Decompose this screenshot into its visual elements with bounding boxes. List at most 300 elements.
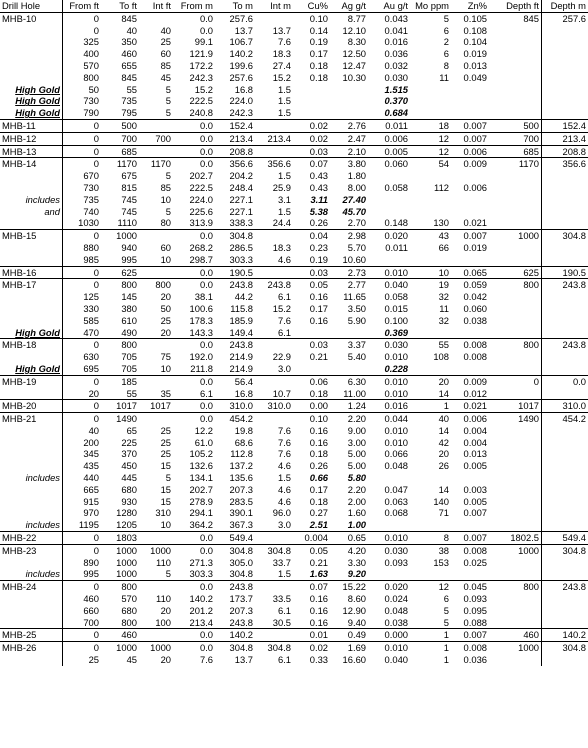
cell-cu-pct: 0.23 (309, 241, 328, 253)
cell-int-m: 10.7 (272, 387, 291, 399)
cell-mo-ppm (410, 568, 451, 580)
cell-from-ft: 585 (63, 315, 102, 327)
cell-drill-hole (0, 351, 63, 363)
cell-au-gt (368, 519, 410, 531)
hole-summary-row (0, 230, 588, 242)
cell-to-ft: 940 (121, 241, 137, 253)
cell-cu-pct: 0.16 (309, 436, 328, 448)
cell-depth-m (542, 448, 588, 460)
cell-from-m: 105.2 (189, 448, 213, 460)
cell-int-m: 33.7 (272, 556, 291, 568)
cell-to-ft: 795 (121, 107, 137, 119)
cell-mo-ppm: 2 (443, 36, 449, 48)
cell-int-m: 4.6 (277, 253, 291, 265)
cell-from-m: 364.2 (189, 519, 213, 531)
cell-mo-ppm: 14 (438, 424, 449, 436)
cell-from-m: 0.0 (173, 642, 215, 654)
cell-mo-ppm: 19 (410, 279, 451, 291)
cell-au-gt: 0.011 (368, 119, 410, 132)
cell-ag-gt: 8.77 (330, 12, 368, 24)
cell-int-m: 4.6 (277, 495, 291, 507)
cell-drill-hole (0, 460, 63, 472)
cell-depth-m: 304.8 (542, 544, 588, 556)
cell-cu-pct: 0.02 (293, 642, 330, 654)
cell-int-m (255, 532, 293, 545)
cell-depth-m (542, 315, 588, 327)
cell-cu-pct: 0.43 (309, 181, 328, 193)
includes-row (0, 194, 588, 206)
cell-depth-ft (489, 519, 542, 531)
cell-depth-m (542, 327, 588, 339)
cell-depth-ft (489, 36, 542, 48)
cell-depth-ft (489, 484, 542, 496)
cell-to-m: 190.5 (215, 266, 255, 279)
cell-depth-m (542, 206, 588, 218)
interval-row (0, 217, 588, 229)
cell-to-m: 208.8 (215, 145, 255, 158)
cell-depth-ft (489, 425, 542, 437)
cell-depth-m: 243.8 (542, 581, 588, 593)
cell-int-ft: 80 (160, 217, 171, 229)
cell-to-m: 204.2 (229, 170, 253, 182)
cell-au-gt: 0.068 (384, 507, 408, 519)
cell-zn-pct: 0.004 (463, 424, 487, 436)
cell-to-ft: 745 (121, 193, 137, 205)
cell-to-ft: 350 (121, 36, 137, 48)
cell-cu-pct: 0.19 (309, 36, 328, 48)
cell-drill-hole: includes (25, 472, 60, 484)
cell-from-ft: 125 (63, 291, 102, 303)
cell-cu-pct: 0.16 (309, 291, 328, 303)
high-gold-row (0, 95, 588, 107)
cell-int-ft: 800 (139, 279, 173, 291)
cell-mo-ppm: 32 (438, 314, 449, 326)
interval-row (0, 291, 588, 303)
cell-au-gt: 0.010 (368, 532, 410, 545)
cell-drill-hole: MHB-10 (0, 12, 63, 24)
cell-ag-gt: 1.80 (347, 170, 366, 182)
cell-from-ft: 0 (63, 12, 102, 24)
cell-mo-ppm: 55 (410, 339, 451, 351)
cell-to-ft: 500 (101, 119, 139, 132)
cell-to-m: 207.3 (229, 604, 253, 616)
cell-zn-pct: 0.003 (463, 483, 487, 495)
cell-from-ft: 440 (63, 472, 102, 484)
cell-drill-hole (0, 254, 63, 266)
cell-zn-pct: 0.009 (451, 158, 489, 170)
interval-row (0, 605, 588, 617)
cell-ag-gt: 3.37 (330, 339, 368, 351)
cell-zn-pct: 0.008 (451, 339, 489, 351)
cell-int-ft (139, 413, 173, 425)
cell-from-ft: 0 (63, 629, 102, 642)
cell-cu-pct (293, 107, 330, 119)
cell-int-m: 310.0 (255, 400, 293, 413)
cell-au-gt: 0.010 (384, 351, 408, 363)
cell-int-ft: 5 (165, 83, 171, 95)
cell-int-ft: 85 (160, 59, 171, 71)
cell-depth-ft (489, 568, 542, 580)
cell-to-ft: 845 (121, 71, 137, 83)
cell-cu-pct (293, 327, 330, 339)
cell-depth-ft: 625 (489, 266, 542, 279)
hole-summary-row (0, 119, 588, 132)
cell-mo-ppm: 1 (410, 642, 451, 654)
cell-int-m (255, 581, 293, 593)
cell-depth-m (542, 472, 588, 484)
cell-zn-pct: 0.042 (463, 291, 487, 303)
cell-int-m: 1.5 (277, 83, 291, 95)
cell-depth-m (542, 605, 588, 617)
cell-from-ft: 630 (63, 351, 102, 363)
cell-au-gt: 0.005 (368, 145, 410, 158)
cell-int-ft: 1000 (139, 642, 173, 654)
interval-row (0, 425, 588, 437)
cell-zn-pct: 0.025 (463, 556, 487, 568)
cell-au-gt: 0.041 (384, 24, 408, 36)
cell-int-m: 24.4 (272, 217, 291, 229)
cell-au-gt: 0.100 (384, 314, 408, 326)
cell-from-ft: 700 (63, 617, 102, 629)
cell-to-ft: 705 (121, 362, 137, 374)
cell-from-ft: 995 (63, 568, 102, 580)
cell-int-m: 1.5 (277, 95, 291, 107)
cell-depth-ft (489, 48, 542, 60)
cell-cu-pct: 0.03 (293, 266, 330, 279)
cell-mo-ppm: 40 (410, 413, 451, 425)
cell-from-m: 15.2 (194, 83, 213, 95)
cell-ag-gt: 11.65 (343, 291, 366, 303)
cell-to-ft: 65 (126, 424, 137, 436)
cell-depth-ft: 1017 (489, 400, 542, 413)
cell-from-ft: 0 (63, 230, 102, 242)
cell-drill-hole: MHB-25 (0, 629, 63, 642)
cell-depth-ft (489, 84, 542, 96)
cell-to-m: 257.6 (229, 71, 253, 83)
cell-mo-ppm (410, 170, 451, 182)
cell-cu-pct: 0.10 (293, 12, 330, 24)
cell-depth-m (542, 507, 588, 519)
cell-cu-pct: 0.18 (309, 495, 328, 507)
cell-cu-pct: 0.07 (293, 581, 330, 593)
cell-ag-gt: 2.77 (330, 279, 368, 291)
cell-to-ft: 370 (121, 448, 137, 460)
cell-from-ft: 0 (63, 642, 102, 654)
cell-au-gt: 0.030 (368, 544, 410, 556)
cell-from-ft: 0 (63, 132, 102, 145)
cell-zn-pct (451, 194, 489, 206)
cell-depth-ft (489, 254, 542, 266)
cell-from-ft: 0 (63, 339, 102, 351)
cell-ag-gt: 8.00 (347, 181, 366, 193)
cell-drill-hole: MHB-21 (0, 413, 63, 425)
cell-int-m: 6.1 (277, 326, 291, 338)
cell-from-m: 271.3 (189, 556, 213, 568)
cell-ag-gt: 1.24 (330, 400, 368, 413)
cell-cu-pct (293, 84, 330, 96)
cell-ag-gt: 3.50 (347, 302, 366, 314)
cell-mo-ppm: 18 (410, 119, 451, 132)
cell-au-gt: 0.047 (384, 483, 408, 495)
cell-drill-hole (0, 170, 63, 182)
cell-int-m: 356.6 (255, 158, 293, 170)
cell-mo-ppm: 12 (410, 132, 451, 145)
cell-au-gt: 0.010 (368, 266, 410, 279)
cell-depth-ft: 700 (489, 132, 542, 145)
cell-depth-ft (489, 194, 542, 206)
cell-depth-m (542, 170, 588, 182)
cell-int-ft: 85 (160, 181, 171, 193)
cell-int-m: 27.4 (272, 59, 291, 71)
cell-drill-hole (0, 315, 63, 327)
cell-depth-ft: 460 (489, 629, 542, 642)
cell-int-ft: 1000 (139, 544, 173, 556)
cell-to-m: 243.8 (215, 581, 255, 593)
cell-cu-pct: 0.18 (309, 71, 328, 83)
table-body (0, 12, 588, 666)
cell-to-ft: 675 (121, 170, 137, 182)
cell-mo-ppm: 66 (438, 241, 449, 253)
cell-depth-m (542, 182, 588, 194)
cell-ag-gt: 2.73 (330, 266, 368, 279)
cell-int-m: 1.5 (277, 205, 291, 217)
cell-cu-pct: 0.18 (309, 59, 328, 71)
cell-ag-gt (330, 95, 368, 107)
cell-au-gt: 0.016 (384, 36, 408, 48)
col-header-drill-hole: Drill Hole (0, 0, 63, 12)
cell-from-m: 99.1 (194, 36, 213, 48)
cell-from-ft: 0 (63, 119, 102, 132)
interval-row (0, 254, 588, 266)
cell-depth-ft (489, 460, 542, 472)
cell-int-ft: 20 (160, 604, 171, 616)
cell-drill-hole: High Gold (15, 95, 60, 107)
hole-summary-row (0, 581, 588, 593)
cell-cu-pct: 0.17 (309, 302, 328, 314)
cell-ag-gt (330, 107, 368, 119)
cell-from-ft: 330 (63, 303, 102, 315)
cell-to-ft: 800 (101, 339, 139, 351)
cell-int-ft: 15 (160, 495, 171, 507)
cell-ag-gt: 27.40 (342, 193, 366, 205)
cell-to-m: 173.7 (229, 593, 253, 605)
interval-row (0, 315, 588, 327)
cell-cu-pct: 0.16 (309, 424, 328, 436)
cell-au-gt: 1.515 (384, 83, 408, 95)
cell-drill-hole: MHB-17 (0, 279, 63, 291)
cell-depth-ft (489, 351, 542, 363)
cell-int-m: 304.8 (255, 544, 293, 556)
cell-ag-gt: 2.20 (330, 413, 368, 425)
hole-summary-row (0, 145, 588, 158)
cell-to-ft: 1017 (101, 400, 139, 413)
cell-from-m: 268.2 (189, 241, 213, 253)
cell-int-ft: 15 (160, 460, 171, 472)
interval-row (0, 48, 588, 60)
cell-int-ft: 5 (165, 568, 171, 580)
cell-mo-ppm: 6 (443, 593, 449, 605)
cell-au-gt: 0.036 (384, 48, 408, 60)
cell-to-ft: 625 (101, 266, 139, 279)
cell-from-ft: 400 (63, 48, 102, 60)
cell-au-gt: 0.010 (368, 642, 410, 654)
cell-drill-hole: MHB-12 (0, 132, 63, 145)
interval-row (0, 437, 588, 449)
cell-depth-m (542, 25, 588, 37)
cell-int-ft (139, 145, 173, 158)
cell-cu-pct (293, 363, 330, 375)
cell-zn-pct (451, 107, 489, 119)
cell-from-m: 0.0 (173, 119, 215, 132)
cell-depth-m (542, 388, 588, 400)
cell-cu-pct: 0.02 (293, 132, 330, 145)
cell-int-m: 25.9 (272, 181, 291, 193)
cell-au-gt: 0.063 (384, 495, 408, 507)
cell-cu-pct: 0.05 (293, 279, 330, 291)
cell-mo-ppm (410, 194, 451, 206)
cell-from-ft: 40 (63, 425, 102, 437)
cell-zn-pct: 0.006 (463, 181, 487, 193)
cell-zn-pct: 0.095 (463, 604, 487, 616)
cell-au-gt: 0.016 (368, 400, 410, 413)
cell-drill-hole: High Gold (15, 83, 60, 95)
cell-drill-hole (0, 72, 63, 84)
cell-ag-gt (330, 363, 368, 375)
cell-int-ft (139, 532, 173, 545)
cell-ag-gt: 2.70 (347, 217, 366, 229)
cell-zn-pct (451, 472, 489, 484)
high-gold-row (0, 363, 588, 375)
cell-depth-ft: 845 (489, 12, 542, 24)
cell-int-ft (139, 119, 173, 132)
cell-from-ft: 730 (63, 182, 102, 194)
cell-to-ft: 1170 (101, 158, 139, 170)
cell-to-ft: 995 (121, 253, 137, 265)
cell-mo-ppm: 153 (433, 556, 449, 568)
cell-cu-pct: 0.66 (309, 472, 328, 484)
cell-int-m (255, 413, 293, 425)
cell-au-gt: 0.032 (384, 59, 408, 71)
cell-mo-ppm: 112 (434, 181, 449, 193)
cell-to-ft: 380 (121, 302, 137, 314)
cell-drill-hole: High Gold (15, 326, 60, 338)
cell-depth-m (542, 460, 588, 472)
cell-depth-ft (489, 388, 542, 400)
col-header-depth-m: Depth m (542, 0, 588, 12)
cell-from-m: 134.1 (189, 472, 213, 484)
cell-au-gt: 0.060 (368, 158, 410, 170)
cell-au-gt: 0.006 (368, 132, 410, 145)
cell-au-gt (368, 206, 410, 218)
cell-depth-ft (489, 217, 542, 229)
cell-from-ft: 460 (63, 593, 102, 605)
cell-int-ft: 1017 (139, 400, 173, 413)
cell-mo-ppm: 54 (410, 158, 451, 170)
cell-mo-ppm: 42 (438, 436, 449, 448)
cell-to-ft: 735 (121, 95, 137, 107)
cell-from-m: 12.2 (194, 424, 213, 436)
cell-from-m: 0.0 (173, 532, 215, 545)
cell-to-ft: 55 (126, 387, 137, 399)
cell-from-ft: 985 (63, 254, 102, 266)
cell-drill-hole: MHB-26 (0, 642, 63, 654)
cell-drill-hole (0, 60, 63, 72)
cell-zn-pct: 0.045 (451, 581, 489, 593)
cell-to-m: 214.9 (229, 362, 253, 374)
cell-int-ft: 5 (165, 205, 171, 217)
cell-to-m: 13.7 (234, 24, 253, 36)
high-gold-row (0, 107, 588, 119)
cell-int-m: 22.9 (272, 351, 291, 363)
cell-int-ft: 10 (160, 193, 171, 205)
cell-ag-gt: 12.50 (342, 48, 366, 60)
cell-mo-ppm (410, 84, 451, 96)
cell-zn-pct: 0.006 (451, 413, 489, 425)
cell-from-m: 222.5 (189, 95, 213, 107)
cell-int-m (255, 339, 293, 351)
cell-depth-m: 549.4 (542, 532, 588, 545)
cell-depth-ft (489, 593, 542, 605)
cell-au-gt: 0.066 (384, 448, 408, 460)
cell-zn-pct (451, 254, 489, 266)
cell-depth-m: 243.8 (542, 339, 588, 351)
cell-int-m: 4.6 (277, 460, 291, 472)
cell-to-ft: 705 (121, 351, 137, 363)
cell-ag-gt: 3.00 (347, 436, 366, 448)
cell-from-m: 211.8 (190, 362, 213, 374)
cell-ag-gt: 1.69 (330, 642, 368, 654)
cell-cu-pct: 0.06 (293, 375, 330, 387)
cell-au-gt: 0.684 (384, 107, 408, 119)
hole-summary-row (0, 375, 588, 387)
cell-to-ft: 1000 (101, 544, 139, 556)
cell-depth-ft: 0 (489, 375, 542, 387)
cell-ag-gt: 11.00 (343, 387, 366, 399)
cell-depth-m (542, 242, 588, 254)
cell-zn-pct: 0.008 (451, 544, 489, 556)
cell-depth-m (542, 84, 588, 96)
cell-from-m: 143.3 (189, 326, 213, 338)
cell-from-ft: 50 (63, 84, 102, 96)
cell-cu-pct: 0.21 (309, 351, 328, 363)
cell-from-m: 298.7 (189, 253, 213, 265)
cell-au-gt: 0.093 (384, 556, 408, 568)
cell-cu-pct: 3.11 (310, 193, 328, 205)
cell-au-gt: 0.228 (384, 362, 408, 374)
cell-cu-pct: 0.18 (309, 448, 328, 460)
cell-depth-m: 304.8 (542, 230, 588, 242)
cell-drill-hole (0, 303, 63, 315)
cell-from-ft: 200 (63, 437, 102, 449)
cell-ag-gt: 12.90 (342, 604, 366, 616)
cell-zn-pct: 0.004 (463, 436, 487, 448)
cell-cu-pct: 0.04 (293, 230, 330, 242)
cell-drill-hole: High Gold (15, 362, 60, 374)
cell-int-ft: 5 (165, 95, 171, 107)
cell-to-ft: 930 (121, 495, 137, 507)
cell-to-m: 185.9 (229, 314, 253, 326)
interval-row (0, 460, 588, 472)
cell-cu-pct: 0.03 (293, 339, 330, 351)
cell-ag-gt: 5.80 (347, 472, 366, 484)
cell-from-m: 0.0 (173, 279, 215, 291)
cell-int-ft: 100 (155, 616, 171, 628)
cell-depth-ft (489, 496, 542, 508)
cell-int-m (255, 266, 293, 279)
cell-drill-hole (0, 437, 63, 449)
cell-zn-pct: 0.021 (463, 217, 487, 229)
cell-depth-m: 190.5 (542, 266, 588, 279)
